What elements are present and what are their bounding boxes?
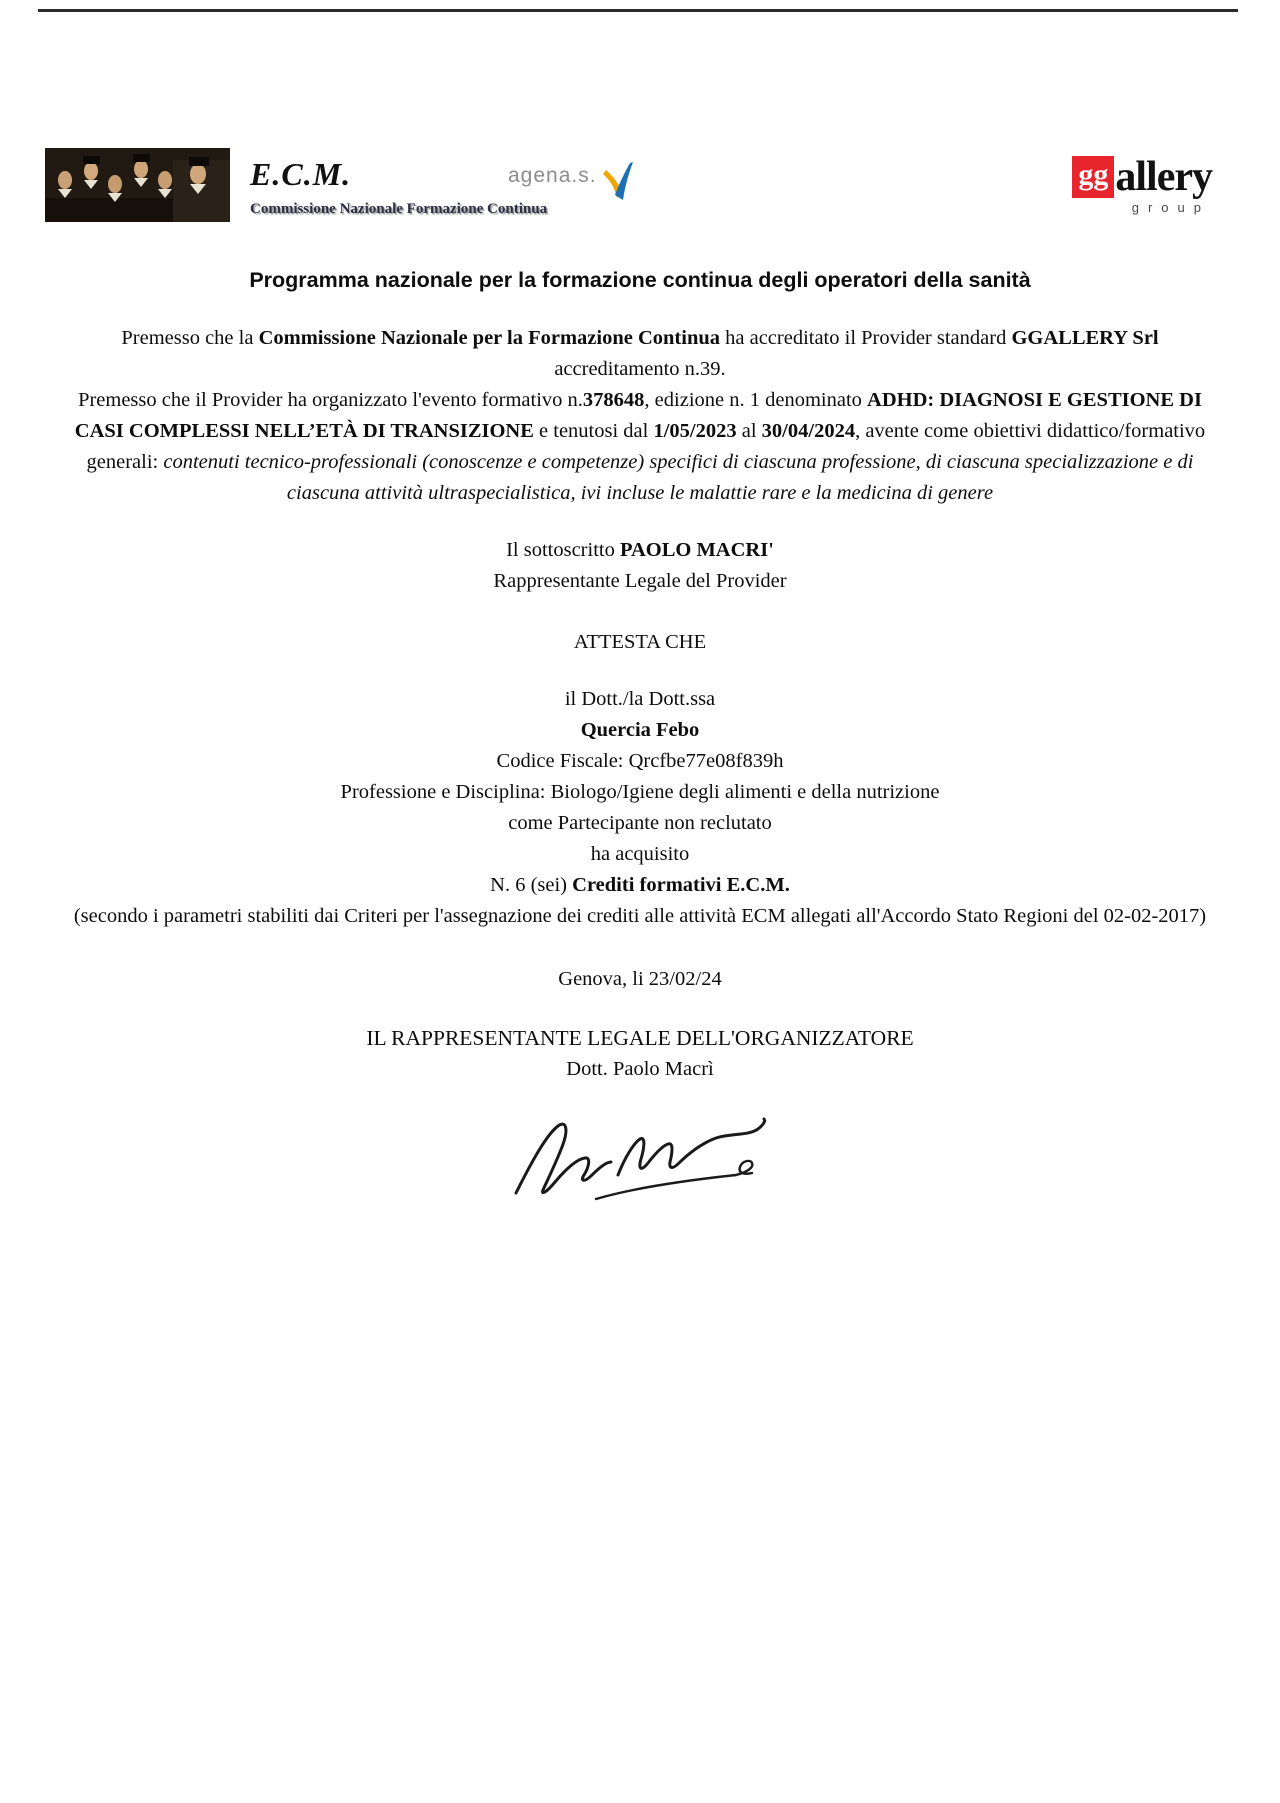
evento-titolo: ADHD: DIAGNOSI E GESTIONE DI CASI COMPLESSI NELL’ETÀ DI TRANSIZIONE (74, 389, 1202, 442)
rappresentante-ruolo: Rappresentante Legale del Provider (493, 570, 787, 592)
ecm-title: E.C.M. (250, 156, 352, 192)
paragraph-sottoscritto (61, 535, 1219, 566)
crediti-line (61, 870, 1219, 901)
dott-line: il Dott./la Dott.ssa (564, 688, 716, 710)
crediti-numero: N. 6 (sei) (490, 874, 573, 896)
firma-nome: Dott. Paolo Macrì (566, 1058, 714, 1080)
ggallery-allery-text: allery (1115, 154, 1212, 200)
crediti-label: Crediti formativi E.C.M. (572, 874, 790, 896)
signature-area (61, 1109, 1219, 1214)
luogo-data: Genova, li 23/02/24 (558, 968, 722, 990)
premessa1-accreditamento: accreditamento n.39. (554, 358, 726, 380)
premessa1-text: Premesso che la (121, 327, 259, 349)
ha-acquisito: ha acquisito (590, 843, 690, 865)
attesta-che: ATTESTA CHE (573, 631, 707, 653)
ggallery-group-text: group (1131, 200, 1210, 215)
ecm-subtitle: Commissione Nazionale Formazione Continua (250, 201, 548, 217)
obiettivi-formativi: contenuti tecnico-professionali (conoscenze e competenze) specifici di ciascuna professione, di ciascuna specializzazione e di ciascuna attività ultraspecialistica, ivi incluse le malattie rare e la medicina di genere (163, 451, 1194, 504)
premessa2-text-4: al (736, 420, 762, 442)
codice-fiscale: Codice Fiscale: Qrcfbe77e08f839h (496, 750, 784, 772)
paragraph-premessa-1 (61, 323, 1219, 385)
professione-disciplina: Professione e Disciplina: Biologo/Igiene degli alimenti e della nutrizione (340, 781, 940, 803)
sottoscritto-text: Il sottoscritto (506, 539, 620, 561)
tipo-partecipante: come Partecipante non reclutato (508, 812, 772, 834)
document-title: Programma nazionale per la formazione continua degli operatori della sanità (249, 268, 1031, 292)
premessa1-text-2: ha accreditato il Provider standard (720, 327, 1012, 349)
firma-titolo: IL RAPPRESENTANTE LEGALE DELL'ORGANIZZATORE (366, 1026, 914, 1050)
premessa2-text-3: e tenutosi dal (533, 420, 654, 442)
premessa1-commissione: Commissione Nazionale per la Formazione Continua (258, 327, 720, 349)
evento-numero: 378648 (582, 389, 645, 411)
signature-image (500, 1109, 780, 1209)
paragraph-premessa-2 (61, 385, 1219, 509)
data-fine: 30/04/2024 (761, 420, 856, 442)
premessa2-text-5: , avente come obiettivi didattico/formativo generali: (86, 420, 1206, 473)
premessa2-text: Premesso che il Provider ha organizzato l'evento formativo n. (78, 389, 583, 411)
document-content (61, 0, 1219, 1214)
premessa1-provider: GGALLERY Srl (1011, 327, 1159, 349)
rappresentante-nome: PAOLO MACRI' (619, 539, 774, 561)
data-inizio: 1/05/2023 (653, 420, 737, 442)
parametri-note: (secondo i parametri stabiliti dai Criteri per l'assegnazione dei crediti alle attività ECM allegati all'Accordo Stato Regioni del 02-02-2017) (73, 905, 1207, 927)
agenas-label: agena.s. (508, 164, 597, 187)
premessa2-text-2: , edizione n. 1 denominato (644, 389, 868, 411)
partecipante-nome: Quercia Febo (580, 719, 700, 741)
ggallery-gg-badge: gg (1072, 156, 1114, 198)
